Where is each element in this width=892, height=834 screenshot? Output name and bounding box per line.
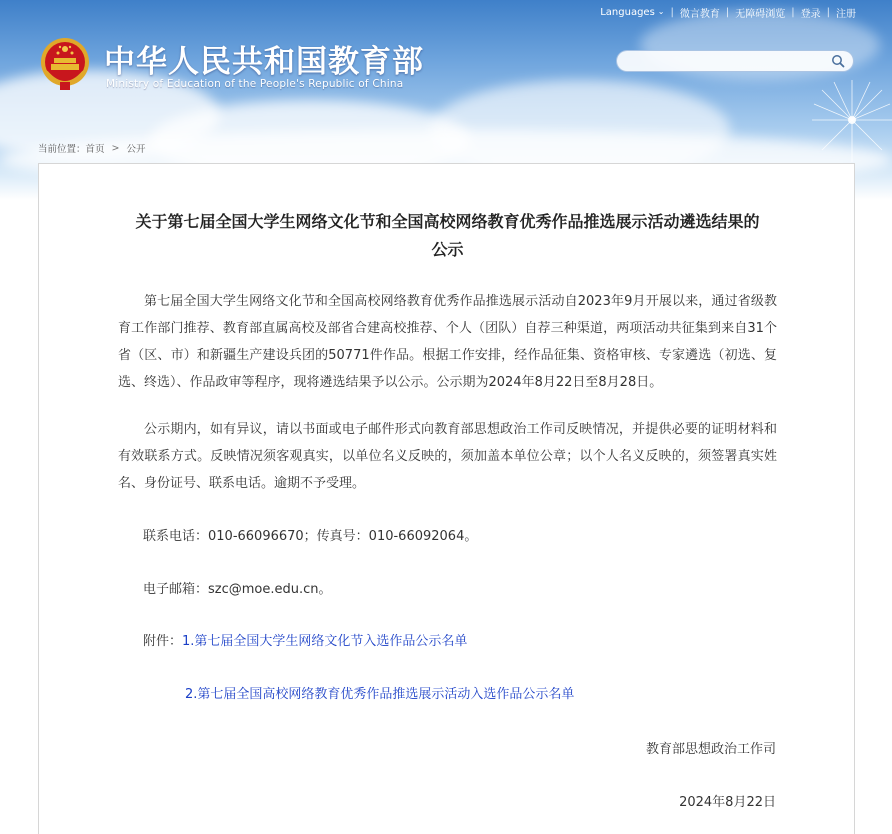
attachment-row-1 bbox=[143, 632, 467, 652]
breadcrumb-current[interactable]: 公开 bbox=[126, 144, 146, 155]
article-paragraph-1: 第七届全国大学生网络文化节和全国高校网络教育优秀作品推选展示活动自2023年9月开展以来，通过省级教育工作部门推荐、教育部直属高校及部省合建高校推荐、个人（团队）自荐三种渠道，两项活动共征集到来自31个省（区、市）和新疆生产建设兵团的50771件作品。根据工作安排，经作品征集、资格审核、专家遴选（初选、复选、终选）、作品政审等程序，现将遴选结果予以公示。公示期为2024年8月22日至8月28日。 bbox=[118, 294, 777, 390]
weibo-link[interactable]: 微言教育 bbox=[679, 8, 720, 20]
search-box bbox=[616, 50, 854, 72]
attachment-link-2[interactable]: 第七届全国高校网络教育优秀作品推选展示活动入选作品公示名单 bbox=[197, 687, 575, 702]
breadcrumb bbox=[38, 141, 146, 155]
breadcrumb-home[interactable]: 首页 bbox=[85, 144, 105, 155]
signature-date: 2024年8月22日 bbox=[679, 795, 776, 810]
breadcrumb-prefix: 当前位置： bbox=[38, 144, 86, 155]
login-link[interactable]: 登录 bbox=[800, 8, 821, 20]
separator: | bbox=[791, 6, 795, 18]
search-icon[interactable] bbox=[831, 54, 845, 68]
contact-email: 电子邮箱：szc@moe.edu.cn。 bbox=[143, 582, 332, 597]
national-emblem-icon[interactable] bbox=[38, 34, 92, 94]
contact-phone-fax: 联系电话：010-66096670；传真号：010-66092064。 bbox=[143, 529, 478, 544]
article-title-line-2: 公示 bbox=[431, 240, 464, 259]
attachment-label: 附件： bbox=[143, 634, 183, 649]
site-logo-chinese[interactable]: 中华人民共和国教育部 bbox=[104, 44, 424, 80]
top-links bbox=[600, 5, 856, 19]
languages-label: Languages bbox=[600, 6, 655, 18]
register-link[interactable]: 注册 bbox=[836, 8, 856, 20]
separator: | bbox=[826, 6, 830, 18]
site-logo-english[interactable]: Ministry of Education of the People's Republic of China bbox=[106, 78, 404, 90]
attachment-number-2: 2. bbox=[185, 687, 198, 702]
breadcrumb-separator-icon: > bbox=[111, 142, 120, 154]
article-title bbox=[99, 208, 796, 264]
separator: | bbox=[725, 6, 730, 18]
chevron-down-icon: ⌄ bbox=[657, 6, 665, 16]
languages-menu[interactable] bbox=[600, 7, 664, 18]
article-paragraph-2: 公示期内，如有异议，请以书面或电子邮件形式向教育部思想政治工作司反映情况，并提供必要的证明材料和有效联系方式。反映情况须客观真实，以单位名义反映的，须加盖本单位公章；以个人名义反映的，须签署真实姓名、身份证号、联系电话。逾期不予受理。 bbox=[118, 422, 777, 491]
article-container bbox=[38, 163, 855, 834]
attachment-number-1: 1. bbox=[182, 634, 195, 649]
attachment-link-1[interactable]: 第七届全国大学生网络文化节入选作品公示名单 bbox=[194, 634, 468, 649]
attachment-row-2 bbox=[185, 685, 574, 705]
accessibility-link[interactable]: 无障碍浏览 bbox=[735, 8, 786, 20]
signature-department: 教育部思想政治工作司 bbox=[645, 742, 776, 757]
article-title-line-1: 关于第七届全国大学生网络文化节和全国高校网络教育优秀作品推选展示活动遴选结果的 bbox=[135, 212, 760, 231]
separator: | bbox=[670, 6, 674, 18]
